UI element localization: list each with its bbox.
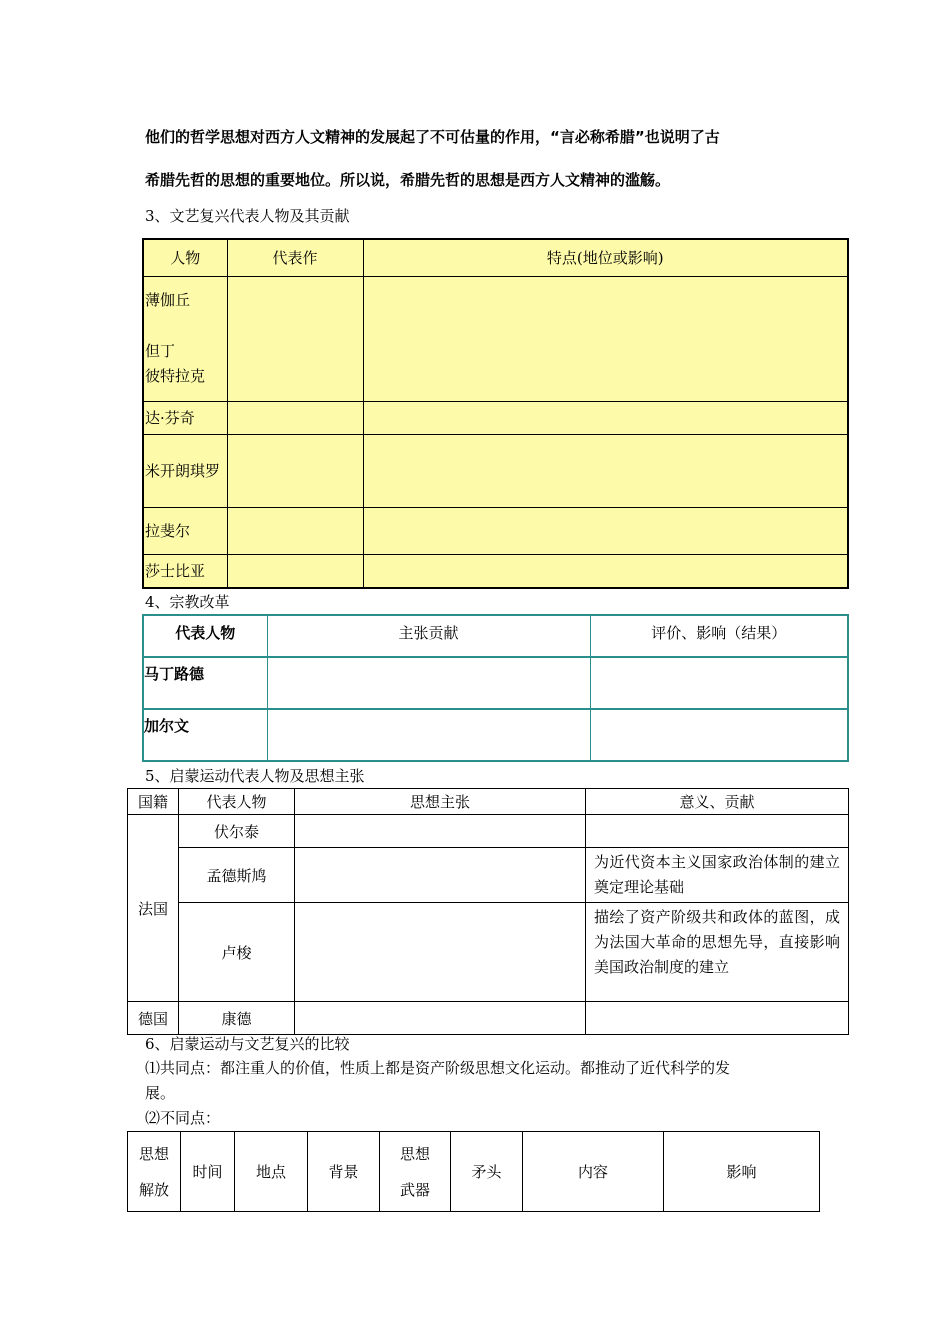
header-person: 人物 [143,239,227,276]
header-influence: 影响 [664,1132,820,1212]
cell-montesquieu-ideas[interactable] [295,848,586,903]
header-ideas: 思想主张 [295,789,586,815]
enlightenment-table [127,788,849,1035]
section5-title: 5、启蒙运动代表人物及思想主张 [145,767,365,785]
header-weapon-line2: 武器 [399,1180,430,1199]
section6-title: 6、启蒙运动与文艺复兴的比较 [145,1035,350,1053]
cell-works-4[interactable] [227,507,363,554]
nationality-france: 法国 [128,815,179,1002]
cell-works-3[interactable] [227,434,363,507]
cell-voltaire-significance[interactable] [586,815,849,848]
header-features: 特点(地位或影响) [363,239,848,276]
cell-features-1[interactable] [363,276,848,401]
cell-works-1[interactable] [227,276,363,401]
name-voltaire: 伏尔泰 [179,815,295,848]
header-nationality: 国籍 [128,789,179,815]
name-michelangelo: 米开朗琪罗 [143,434,227,507]
name-montesquieu: 孟德斯鸠 [179,848,295,903]
header-background: 背景 [308,1132,380,1212]
name-rousseau: 卢梭 [179,903,295,1002]
header-time: 时间 [181,1132,235,1212]
name-davinci: 达·芬奇 [143,401,227,434]
header-liberation-line1: 思想 [138,1144,169,1163]
nationality-germany: 德国 [128,1002,179,1035]
cell-works-2[interactable] [227,401,363,434]
cell-features-4[interactable] [363,507,848,554]
name-petrarch: 彼特拉克 [145,366,206,385]
cell-works-5[interactable] [227,554,363,588]
cell-luther-evaluation[interactable] [590,657,848,709]
cell-luther-proposal[interactable] [267,657,590,709]
header-liberation-line2: 解放 [138,1180,169,1199]
header-weapon-line1: 思想 [399,1144,430,1163]
header-significance: 意义、贡献 [586,789,849,815]
name-kant: 康德 [179,1002,295,1035]
intro-line-2: 希腊先哲的思想的重要地位。所以说，希腊先哲的思想是西方人文精神的滥觞。 [145,171,671,189]
intro-line-1: 他们的哲学思想对西方人文精神的发展起了不可估量的作用，“言必称希腊”也说明了古 [145,128,720,146]
header-representative: 代表人物 [179,789,295,815]
cell-trio [143,276,227,401]
section4-title: 4、宗教改革 [145,593,230,611]
name-shakespeare: 莎士比亚 [143,554,227,588]
name-luther: 马丁路德 [143,657,267,709]
cell-features-2[interactable] [363,401,848,434]
header-representative: 代表人物 [143,615,267,657]
cell-features-3[interactable] [363,434,848,507]
cell-kant-ideas[interactable] [295,1002,586,1035]
header-content: 内容 [523,1132,664,1212]
header-target: 矛头 [451,1132,523,1212]
similarities-line-1: ⑴共同点：都注重人的价值，性质上都是资产阶级思想文化运动。都推动了近代科学的发 [145,1059,731,1077]
cell-montesquieu-significance: 为近代资本主义国家政治体制的建立奠定理论基础 [586,848,849,903]
comparison-table [127,1131,820,1212]
header-weapon [380,1132,451,1212]
header-proposals: 主张贡献 [267,615,590,657]
cell-calvin-evaluation[interactable] [590,709,848,761]
differences-label: ⑵不同点： [145,1109,221,1127]
header-works: 代表作 [227,239,363,276]
cell-rousseau-significance: 描绘了资产阶级共和政体的蓝图，成为法国大革命的思想先导，直接影响美国政治制度的建立 [586,903,849,1002]
cell-voltaire-ideas[interactable] [295,815,586,848]
name-boccaccio: 薄伽丘 [145,290,191,309]
name-dante: 但丁 [145,341,176,360]
name-raphael: 拉斐尔 [143,507,227,554]
cell-calvin-proposal[interactable] [267,709,590,761]
renaissance-table [142,238,849,589]
similarities-line-2: 展。 [145,1084,176,1102]
cell-kant-significance[interactable] [586,1002,849,1035]
section3-title: 3、文艺复兴代表人物及其贡献 [145,207,350,225]
cell-features-5[interactable] [363,554,848,588]
reformation-table [142,614,849,762]
header-evaluation: 评价、影响（结果） [590,615,848,657]
header-liberation [128,1132,181,1212]
name-calvin: 加尔文 [143,709,267,761]
header-place: 地点 [235,1132,308,1212]
cell-rousseau-ideas[interactable] [295,903,586,1002]
